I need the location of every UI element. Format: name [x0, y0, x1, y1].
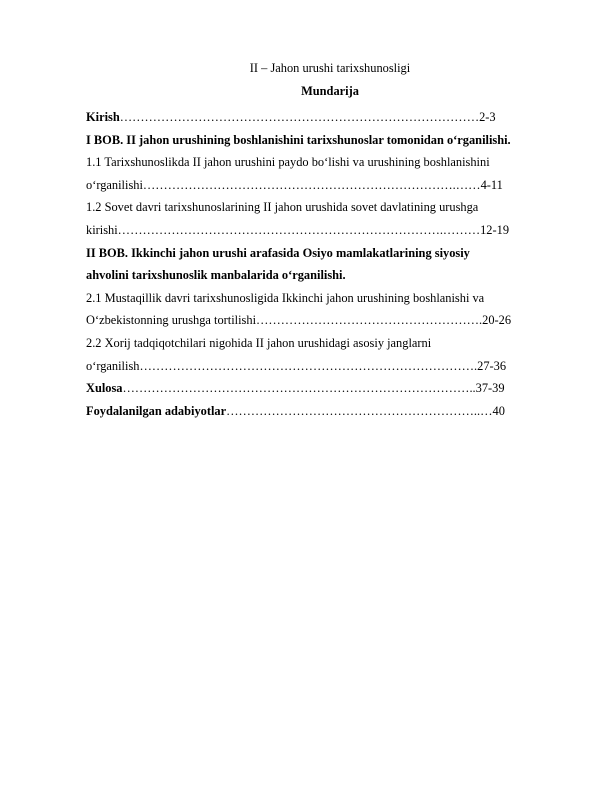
toc-section1-1-line1: 1.1 Tarixshunoslikda II jahon urushini paydo bo‘lishi va urushining boshlanishini: [86, 155, 490, 170]
document-title: II – Jahon urushi tarixshunosligi: [249, 61, 411, 75]
toc-intro-pages: 2-3: [479, 110, 496, 124]
toc-section2-1-text: O‘zbekistonning urushga tortilishi: [86, 313, 257, 328]
toc-conclusion-label: Xulosa: [86, 381, 123, 396]
toc-section1-2-pages: 12-19: [480, 222, 510, 237]
toc-section1-2-line1: 1.2 Sovet davri tarixshunoslarining II jahon urushida sovet davlatining urushga: [86, 200, 479, 215]
toc-entry-section1-1: [86, 174, 572, 197]
toc-section2-2-line1: 2.2 Xorij tadqiqotchilari nigohida II jahon urushidagi asosiy janglarni: [86, 335, 432, 350]
toc-entry-section2-2: [86, 355, 572, 378]
toc-entry-section2-1: [86, 309, 572, 332]
toc-entry-intro: [86, 106, 572, 129]
toc-entry-references: [86, 400, 572, 423]
toc-intro-leader: ……………………………………………………………………………: [119, 110, 480, 124]
toc-intro-label: Kirish: [86, 110, 120, 124]
toc-chapter1-title: I BOB. II jahon urushining boshlanishini tarixshunoslar tomonidan o‘rganilishi.: [86, 132, 511, 147]
toc-references-leader: ……………………………………………………..…: [226, 403, 493, 418]
toc-section2-2-pages: 27-36: [477, 358, 507, 373]
toc-section1-1-pages: 4-11: [480, 177, 503, 192]
toc-section2-2-leader: ……………………………………………………………………….: [139, 358, 478, 373]
toc-section1-2-text: kirishi: [86, 222, 118, 237]
toc-section2-1-leader: ……………………………………………….: [256, 313, 483, 328]
toc-chapter2-line2: ahvolini tarixshunoslik manbalarida o‘rganilishi.: [86, 268, 346, 283]
toc-section1-2-leader: …………………………………………………………………….………: [117, 222, 481, 237]
toc-section1-1-text: o‘rganilishi: [86, 177, 143, 192]
toc-conclusion-pages: 37-39: [475, 381, 505, 396]
toc-entry-conclusion: [86, 377, 572, 400]
toc-section1-1-leader: ………………………………………………………………….……: [142, 177, 481, 192]
toc-chapter2-line1: II BOB. Ikkinchi jahon urushi arafasida Osiyo mamlakatlarining siyosiy: [86, 245, 470, 260]
toc-references-pages: 40: [492, 403, 505, 418]
toc-section2-2-text: o‘rganilish: [86, 358, 140, 373]
toc-section2-1-line1: 2.1 Mustaqillik davri tarixshunosligida Ikkinchi jahon urushining boshlanishi va: [86, 290, 485, 305]
toc-section2-1-pages: 20-26: [482, 313, 512, 328]
toc-heading: Mundarija: [301, 84, 359, 98]
table-of-contents: [86, 106, 572, 422]
toc-entry-section1-2: [86, 219, 572, 242]
toc-conclusion-leader: …………………………………………………………………………..: [122, 381, 476, 396]
toc-references-label: Foydalanilgan adabiyotlar: [86, 403, 227, 418]
